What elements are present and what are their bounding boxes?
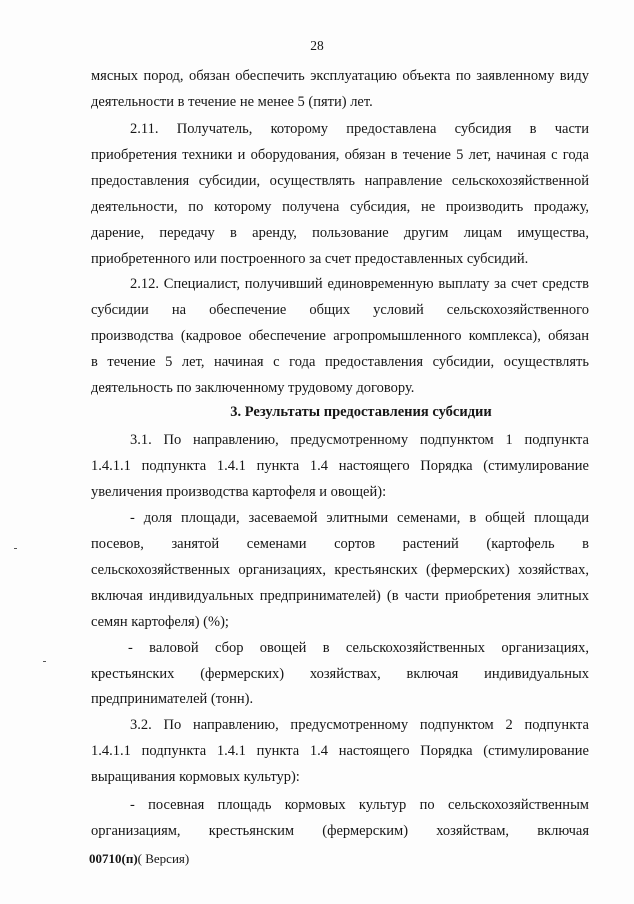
- text-line: увеличения производства картофеля и овощей):: [91, 484, 387, 500]
- text-line: 2.12. Специалист, получивший единовременную выплату за счет средств: [130, 276, 589, 292]
- text-line: сельскохозяйственных организациях, крестьянских (фермерских) хозяйствах,: [91, 562, 589, 578]
- text-line: выращивания кормовых культур):: [91, 769, 300, 785]
- text-line: дарение, передачу в аренду, пользование другим лицам имущества,: [91, 225, 589, 241]
- text-line: 1.4.1.1 подпункта 1.4.1 пункта 1.4 настоящего Порядка (стимулирование: [91, 458, 589, 474]
- text-line: приобретения техники и оборудования, обязан в течение 5 лет, начиная с года: [91, 147, 589, 163]
- text-line: деятельность по заключенному трудовому договору.: [91, 380, 415, 396]
- list-item: - валовой сбор овощей в сельскохозяйственных организациях,: [128, 640, 589, 656]
- document-version: ( Версия): [137, 851, 190, 866]
- text-line: 1.4.1.1 подпункта 1.4.1 пункта 1.4 настоящего Порядка (стимулирование: [91, 743, 589, 759]
- section-heading: 3. Результаты предоставления субсидии: [230, 404, 492, 420]
- text-line: организациям, крестьянским (фермерским) хозяйствам, включая: [91, 823, 589, 839]
- text-line: субсидии на обеспечение общих условий сельскохозяйственного: [91, 302, 589, 318]
- text-line: приобретенного или построенного за счет предоставленных субсидий.: [91, 251, 529, 267]
- page-number: 28: [310, 38, 324, 53]
- scan-mark: [14, 548, 17, 549]
- text-line: деятельности в течение не менее 5 (пяти) лет.: [91, 94, 373, 110]
- text-line: в течение 5 лет, начиная с года предоставления субсидии, осуществлять: [91, 354, 589, 370]
- document-footer: [89, 851, 189, 867]
- text-line: 3.2. По направлению, предусмотренному подпунктом 2 подпункта: [130, 717, 589, 733]
- text-line: деятельности, по которому получена субсидия, не производить продажу,: [91, 199, 589, 215]
- text-line: 2.11. Получатель, которому предоставлена субсидия в части: [130, 121, 589, 137]
- text-line: крестьянских (фермерских) хозяйствах, включая индивидуальных: [91, 666, 589, 682]
- text-line: посевов, занятой семенами сортов растений (картофель в: [91, 536, 589, 552]
- text-line: производства (кадровое обеспечение агропромышленного комплекса), обязан: [91, 328, 589, 344]
- text-line: семян картофеля) (%);: [91, 614, 229, 630]
- list-item: - посевная площадь кормовых культур по сельскохозяйственным: [130, 797, 589, 813]
- scan-mark: [43, 661, 46, 662]
- text-line: мясных пород, обязан обеспечить эксплуатацию объекта по заявленному виду: [91, 68, 589, 84]
- document-code: 00710(п): [89, 851, 138, 866]
- text-line: 3.1. По направлению, предусмотренному подпунктом 1 подпункта: [130, 432, 589, 448]
- text-line: предоставления субсидии, осуществлять направление сельскохозяйственной: [91, 173, 589, 189]
- text-line: включая индивидуальных предпринимателей) (в части приобретения элитных: [91, 588, 589, 604]
- text-line: предпринимателей (тонн).: [91, 691, 254, 707]
- list-item: - доля площади, засеваемой элитными семенами, в общей площади: [130, 510, 589, 526]
